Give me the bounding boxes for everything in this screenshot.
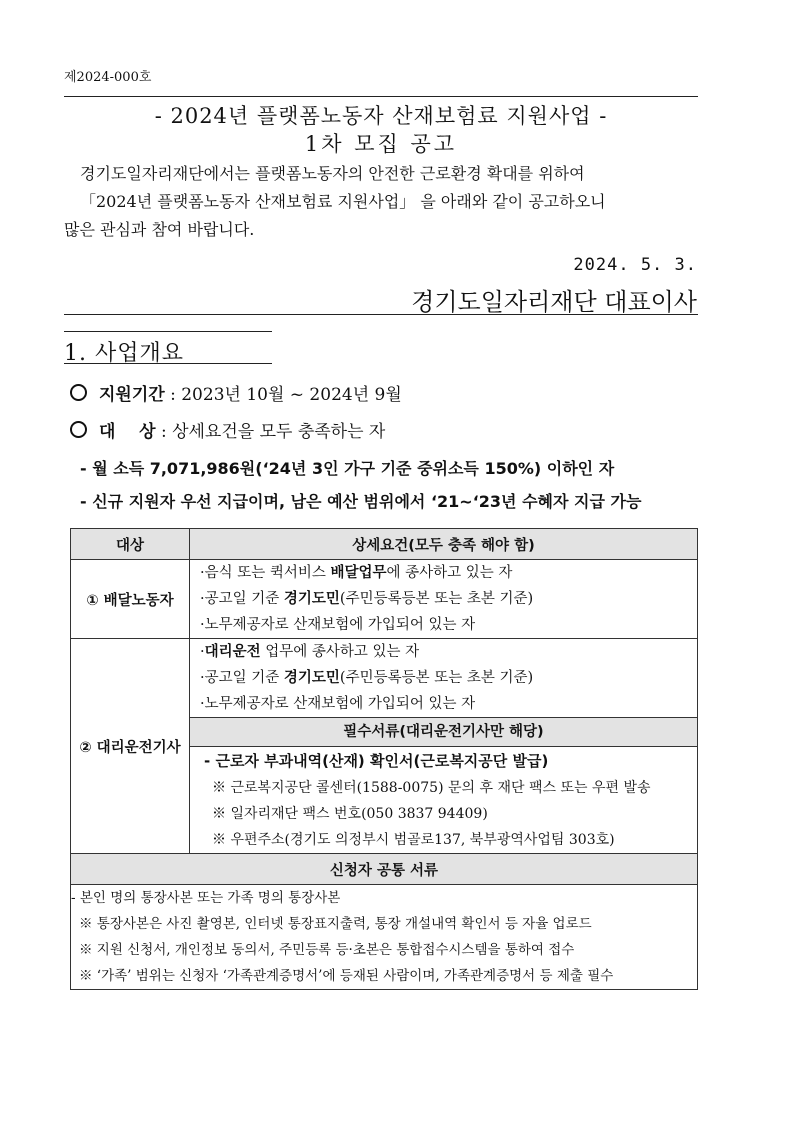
section-title-bottom-rule bbox=[64, 363, 272, 364]
required-doc-main: - 근로자 부과내역(산재) 확인서(근로복지공단 발급) bbox=[204, 752, 549, 770]
income-condition: - 월 소득 7,071,986원(‘24년 3인 가구 기준 중위소득 150%) 이하인 자 bbox=[80, 459, 615, 478]
intro-paragraph bbox=[64, 160, 698, 244]
title-top-rule bbox=[64, 96, 698, 97]
target-value: : 상세요건을 모두 충족하는 자 bbox=[160, 422, 386, 442]
target bbox=[70, 417, 385, 442]
common-doc-note: ※ 통장사본은 사진 촬영본, 인터넷 통장표지출력, 통장 개설내역 확인서 등 자율 업로드 bbox=[79, 916, 592, 932]
common-docs-body bbox=[71, 885, 698, 990]
requirement-line: ·노무제공자로 산재보험에 가입되어 있는 자 bbox=[200, 617, 476, 633]
announcement-date: 2024. 5. 3. bbox=[573, 255, 697, 275]
common-doc-note: ※ 지원 신청서, 개인정보 동의서, 주민등록 등·초본은 통합접수시스템을 통하여 접수 bbox=[79, 942, 575, 958]
section-title-top-rule bbox=[64, 331, 272, 332]
header-detail: 상세요건(모두 충족 해야 함) bbox=[190, 529, 698, 560]
header-target: 대상 bbox=[71, 529, 190, 560]
required-doc-note: ※ 우편주소(경기도 의정부시 범골로137, 북부광역사업팀 303호) bbox=[212, 832, 615, 848]
priority-condition: - 신규 지원자 우선 지급이며, 남은 예산 범위에서 ‘21~‘23년 수혜자 지급 가능 bbox=[80, 492, 642, 511]
circle-bullet-icon bbox=[70, 384, 87, 401]
intro-line: 많은 관심과 참여 바랍니다. bbox=[64, 220, 255, 239]
org-bottom-rule bbox=[64, 314, 698, 315]
target-label: 대 상 bbox=[99, 422, 156, 442]
requirement-line: ·대리운전 업무에 종사하고 있는 자 bbox=[200, 644, 420, 660]
organization-signature: 경기도일자리재단 대표이사 bbox=[411, 288, 697, 316]
document-number: 제2024-000호 bbox=[64, 70, 152, 85]
page-subtitle: 1차 모집 공고 bbox=[304, 132, 458, 156]
common-doc-line: - 본인 명의 통장사본 또는 가족 명의 통장사본 bbox=[71, 890, 341, 906]
page-title: - 2024년 플랫폼노동자 산재보험료 지원사업 - bbox=[154, 104, 608, 128]
intro-line: 「2024년 플랫폼노동자 산재보험료 지원사업」 을 아래와 같이 공고하오니 bbox=[80, 192, 606, 211]
requirement-line: ·공고일 기준 경기도민(주민등록등본 또는 초본 기준) bbox=[200, 591, 534, 607]
intro-line: 경기도일자리재단에서는 플랫폼노동자의 안전한 근로환경 확대를 위하여 bbox=[80, 164, 585, 183]
requirement-line: ·음식 또는 퀵서비스 배달업무에 종사하고 있는 자 bbox=[200, 565, 513, 581]
support-period-label: 지원기간 bbox=[99, 385, 165, 405]
driver-requirements bbox=[190, 639, 698, 854]
required-doc-note: ※ 근로복지공단 콜센터(1588-0075) 문의 후 재단 팩스 또는 우편 발송 bbox=[212, 780, 651, 796]
delivery-requirements bbox=[190, 560, 698, 639]
requirement-line: ·노무제공자로 산재보험에 가입되어 있는 자 bbox=[200, 696, 476, 712]
requirement-line: ·공고일 기준 경기도민(주민등록등본 또는 초본 기준) bbox=[200, 670, 534, 686]
support-period-value: : 2023년 10월 ~ 2024년 9월 bbox=[170, 385, 402, 405]
circle-bullet-icon bbox=[70, 421, 87, 438]
common-doc-note: ※ ‘가족’ 범위는 신청자 ‘가족관계증명서’에 등재된 사람이며, 가족관계증명서 등 제출 필수 bbox=[79, 968, 614, 984]
common-docs-header: 신청자 공통 서류 bbox=[71, 854, 698, 885]
required-docs-header: 필수서류(대리운전기사만 해당) bbox=[190, 717, 697, 747]
delivery-worker-label: ① 배달노동자 bbox=[71, 560, 190, 639]
requirements-table bbox=[70, 528, 698, 990]
section-title: 1. 사업개요 bbox=[64, 341, 184, 366]
driver-label: ② 대리운전기사 bbox=[71, 639, 190, 854]
required-doc-note: ※ 일자리재단 팩스 번호(050 3837 94409) bbox=[212, 806, 488, 822]
support-period bbox=[70, 380, 402, 405]
